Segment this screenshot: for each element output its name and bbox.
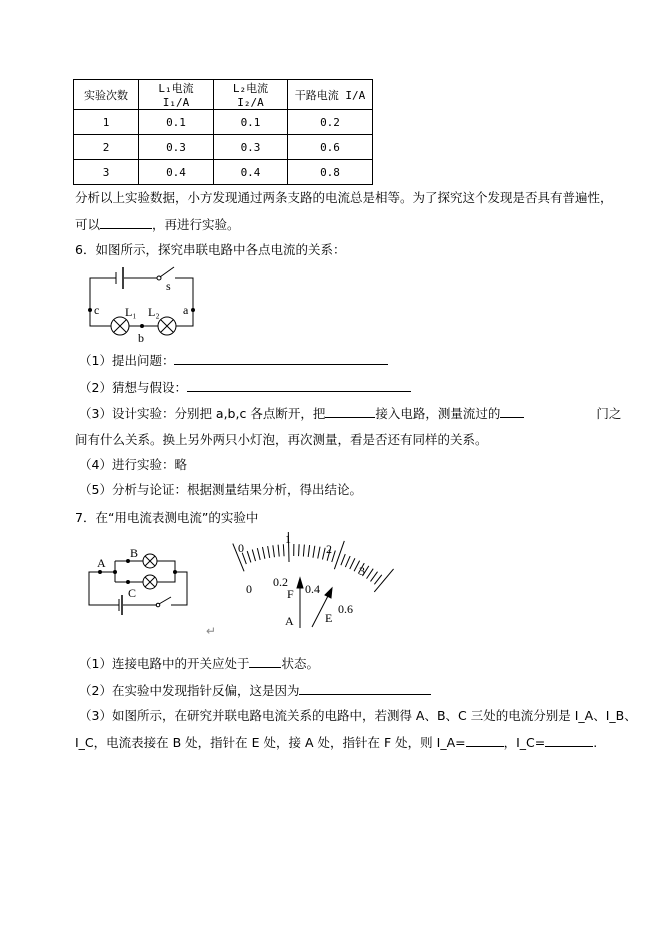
lower-scale-label: 0.4: [305, 582, 320, 596]
upper-scale-label: 0: [238, 541, 244, 555]
lamp-icon: [143, 554, 157, 568]
scale-tick: [262, 547, 264, 559]
point-label: c: [94, 303, 100, 317]
point-label: B: [130, 546, 139, 560]
text: I_C，电流表接在 B 处，指针在 E 处，接 A 处，指针在 F 处，则 I_A=: [75, 735, 466, 750]
q6-step5: （5）分析与论证：根据测量结果分析，得出结论。: [79, 482, 362, 497]
paragraph-mark-icon: ↵: [206, 624, 217, 638]
switch-icon: [160, 267, 174, 277]
cell: 2: [74, 135, 139, 160]
point-label: C: [128, 586, 137, 600]
pointer-label: F: [287, 587, 294, 601]
scale-tick: [341, 554, 345, 565]
upper-scale-label: 3: [359, 564, 365, 578]
cell: 3: [74, 160, 139, 185]
text: ，I_C=: [503, 735, 546, 750]
q7-step3: （3）如图所示，在研究并联电路电流关系的电路中，若测得 A、B、C 三处的电流分别是 I_A、I_B、: [79, 708, 637, 723]
switch-label: s: [166, 279, 171, 293]
pointer-label: E: [325, 611, 333, 625]
scale-tick: [313, 546, 315, 558]
lower-scale-label: 0.6: [338, 602, 353, 616]
scale-tick: [283, 544, 284, 556]
cell: 0.2: [288, 110, 373, 135]
scale-tick: [374, 575, 381, 584]
scale-tick: [334, 541, 344, 569]
scale-tick: [367, 569, 374, 579]
scale-tick: [318, 547, 320, 559]
table-header: L₂电流 I₂/A: [214, 80, 288, 110]
cell: 0.4: [214, 160, 288, 185]
text: （1）连接电路中的开关应处于: [79, 656, 250, 671]
scale-tick: [252, 550, 255, 562]
cell: 0.6: [288, 135, 373, 160]
scale-tick: [345, 556, 350, 567]
lamp-label: L₁: [125, 305, 137, 319]
text: （2）猜想与假设：: [79, 380, 187, 395]
text: ，再进行实验。: [152, 217, 240, 232]
cell: 0.8: [288, 160, 373, 185]
cell: 1: [74, 110, 139, 135]
table-header: L₁电流 I₁/A: [139, 80, 214, 110]
text: 门之: [596, 406, 622, 421]
lower-scale-label: 0: [246, 582, 252, 596]
text: （2）在实验中发现指针反偏，这是因为: [79, 683, 300, 698]
switch-icon: [159, 597, 171, 604]
lamp-label: L₂: [148, 305, 160, 319]
q5-text: 分析以上实验数据，小方发现通过两条支路的电流总是相等。为了探究这个发现是否具有普遍性，: [75, 190, 613, 205]
lower-scale-label: 0.2: [273, 575, 288, 589]
scale-tick: [257, 548, 260, 560]
scale-tick: [371, 572, 378, 582]
q6-step3-line2: 间有什么关系。换上另外两只小灯泡，再次测量，看是否还有同样的关系。: [75, 432, 488, 447]
lamp-icon: [111, 317, 129, 335]
text: 可以: [75, 217, 101, 232]
point-label: a: [183, 303, 189, 317]
scale-tick: [299, 544, 300, 556]
q6-step4: （4）进行实验：略: [79, 457, 187, 472]
text: .: [593, 735, 598, 750]
scale-tick: [322, 548, 325, 560]
scale-tick: [247, 551, 251, 562]
point-label: A: [97, 556, 106, 570]
table-header: 实验次数: [74, 80, 139, 110]
cell: 0.3: [139, 135, 214, 160]
series-circuit-diagram: [89, 267, 195, 335]
upper-scale-label: 2: [326, 542, 332, 556]
upper-scale-label: 1: [285, 532, 291, 546]
lamp-icon: [143, 575, 157, 589]
scale-tick: [308, 545, 309, 557]
text: （1）提出问题：: [79, 353, 175, 368]
scale-tick: [273, 545, 275, 557]
cell: 0.1: [139, 110, 214, 135]
q7-title: 7．在“用电流表测电流”的实验中: [75, 510, 259, 525]
pointer-label: A: [285, 614, 294, 628]
lamp-icon: [158, 317, 176, 335]
scale-tick: [303, 545, 304, 557]
text: 接入电路，测量流过的: [375, 406, 501, 421]
point-label: b: [138, 331, 144, 345]
cell: 0.3: [214, 135, 288, 160]
scale-tick: [268, 546, 270, 558]
q6-title: 6．如图所示，探究串联电路中各点电流的关系：: [75, 242, 346, 257]
scale-tick: [350, 558, 355, 569]
text: 状态。: [281, 656, 319, 671]
table-header: 干路电流 I/A: [288, 80, 373, 110]
scale-tick: [332, 551, 336, 562]
cell: 0.4: [139, 160, 214, 185]
cell: 0.1: [214, 110, 288, 135]
scale-tick: [278, 545, 279, 557]
text: （3）设计实验：分别把 a,b,c 各点断开，把: [79, 406, 326, 421]
